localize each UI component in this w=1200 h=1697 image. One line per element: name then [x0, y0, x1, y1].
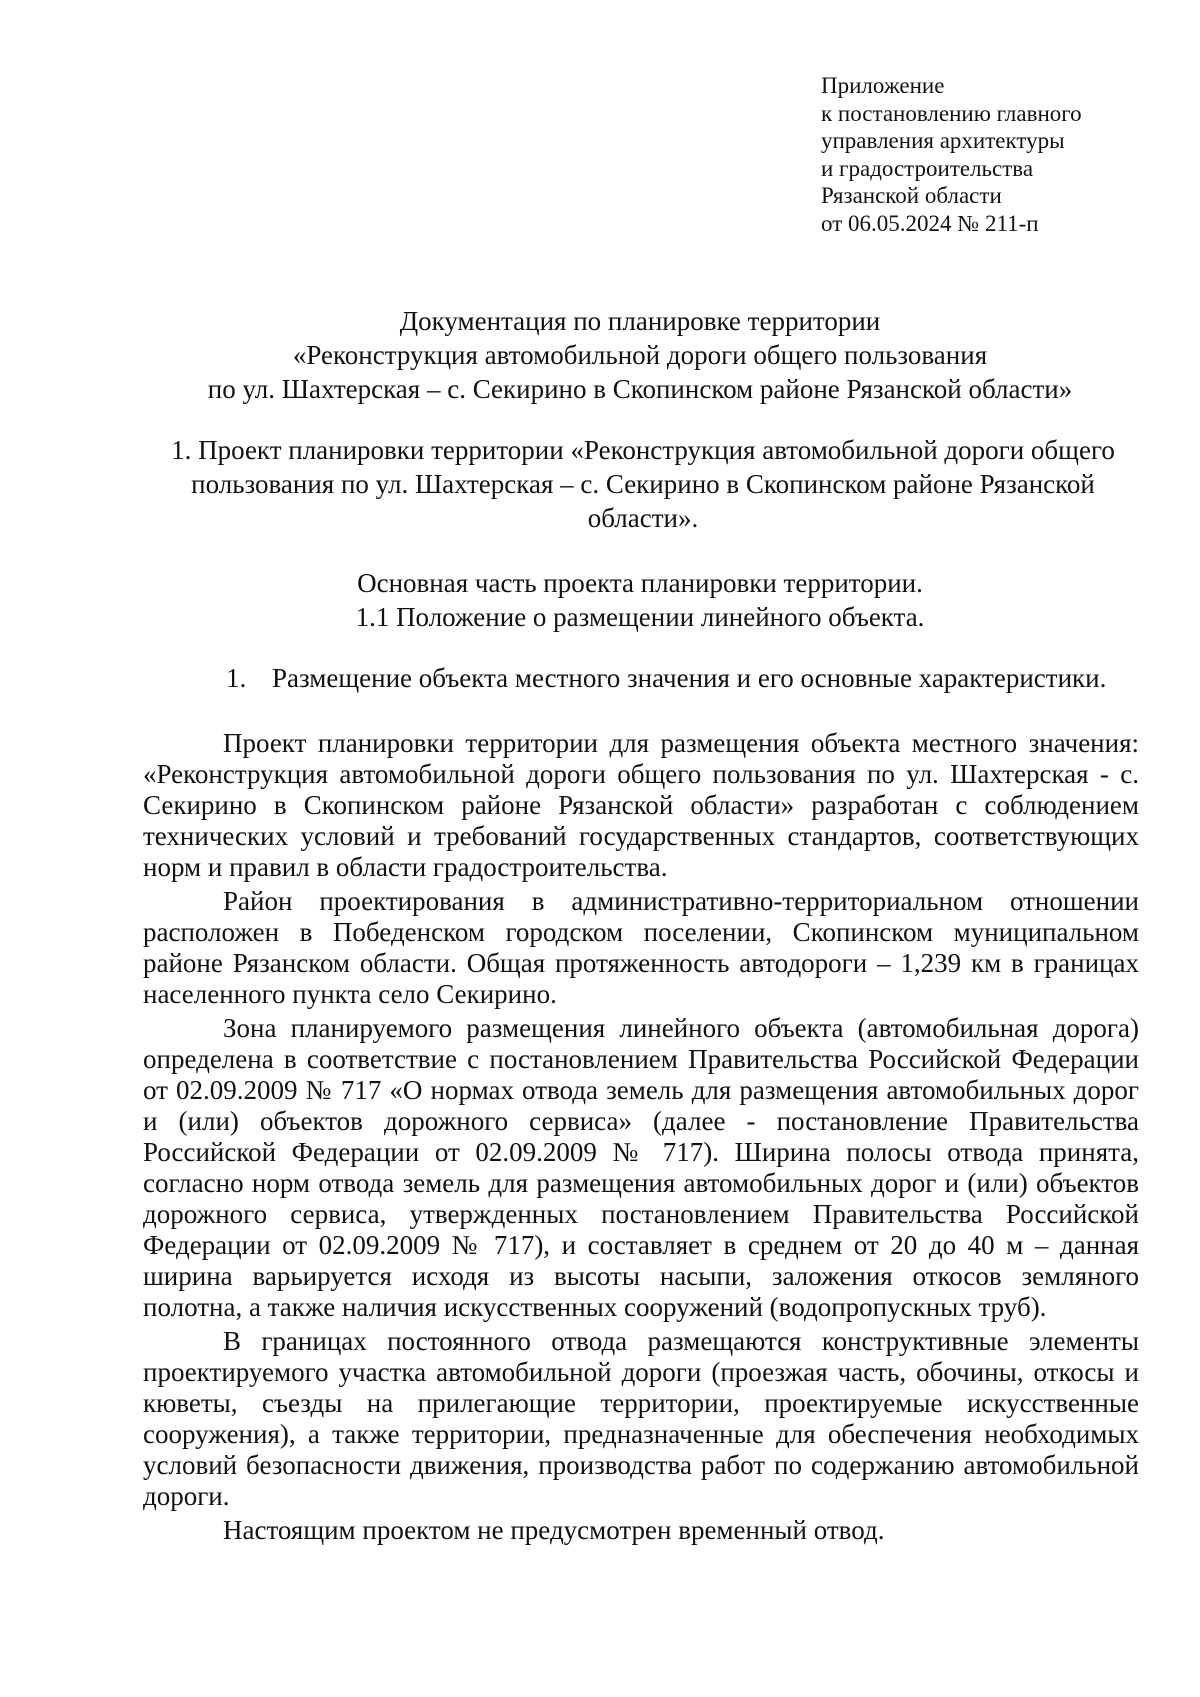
paragraph: В границах постоянного отвода размещаются конструктивные элементы проектируемого участка автомобильной дороги (проезжая часть, обочины, откосы и кюветы, съезды на прилегающие территории, проектируемые искусственные сооружения), а также территории, предназначенные для обеспечения необходимых условий безопасности движения, производства работ по содержанию автомобильной дороги.: [143, 1326, 1139, 1511]
appendix-header: [821, 72, 1082, 237]
document-title: [140, 304, 1140, 406]
item-number: 1.: [226, 663, 247, 693]
appendix-line: Рязанской области: [821, 183, 1002, 208]
appendix-line: Приложение: [821, 73, 945, 98]
item-text: Размещение объекта местного значения и его основные характеристики.: [272, 663, 1107, 693]
appendix-line: управления архитектуры: [821, 128, 1065, 153]
paragraph: Проект планировки территории для размещения объекта местного значения: «Реконструкция автомобильной дороги общего пользования по ул. Шахтерская - с. Секирино в Скопинском районе Рязанской области» разработан с соблюдением технических условий и требований государственных стандартов, соответствующих норм и правил в области градостроительства.: [143, 728, 1139, 882]
subsection-title: 1.1 Положение о размещении линейного объекта.: [355, 602, 925, 632]
part-main-title: Основная часть проекта планировки территории.: [357, 568, 923, 598]
paragraph: Зона планируемого размещения линейного объекта (автомобильная дорога) определена в соответствие с постановлением Правительства Российской Федерации от 02.09.2009 № 717 «О нормах отвода земель для размещения автомобильных дорог и (или) объектов дорожного сервиса» (далее - постановление Правительства Российской Федерации от 02.09.2009 № 717). Ширина полосы отвода принята, согласно норм отвода земель для размещения автомобильных дорог и (или) объектов дорожного сервиса, утвержденных постановлением Правительства Российской Федерации от 02.09.2009 № 717), и составляет в среднем от 20 до 40 м – данная ширина варьируется исходя из высоты насыпи, заложения откосов земляного полотна, а также наличия искусственных сооружений (водопропускных труб).: [143, 1013, 1139, 1322]
body-text: [143, 728, 1139, 1546]
paragraph: Район проектирования в административно-территориальном отношении расположен в Победенском городском поселении, Скопинском муниципальном районе Рязанском области. Общая протяженность автодороги – 1,239 км в границах населенного пункта село Секирино.: [143, 886, 1139, 1009]
title-line: Документация по планировке территории: [399, 306, 881, 336]
section-heading: 1. Проект планировки территории «Реконструкция автомобильной дороги общего пользования по ул. Шахтерская – с. Секирино в Скопинском районе Рязанской области».: [171, 435, 1115, 533]
appendix-line: и градостроительства: [821, 155, 1034, 181]
appendix-date-number: от 06.05.2024 № 211-п: [821, 210, 1039, 236]
paragraph: Настоящим проектом не предусмотрен временный отвод.: [223, 1515, 885, 1545]
appendix-line: к постановлению главного: [821, 100, 1082, 126]
title-line: «Реконструкция автомобильной дороги общего пользования: [292, 340, 988, 370]
numbered-item: [226, 661, 1106, 695]
title-line: по ул. Шахтерская – с. Секирино в Скопинском районе Рязанской области»: [207, 374, 1073, 404]
part-heading: [140, 566, 1140, 634]
